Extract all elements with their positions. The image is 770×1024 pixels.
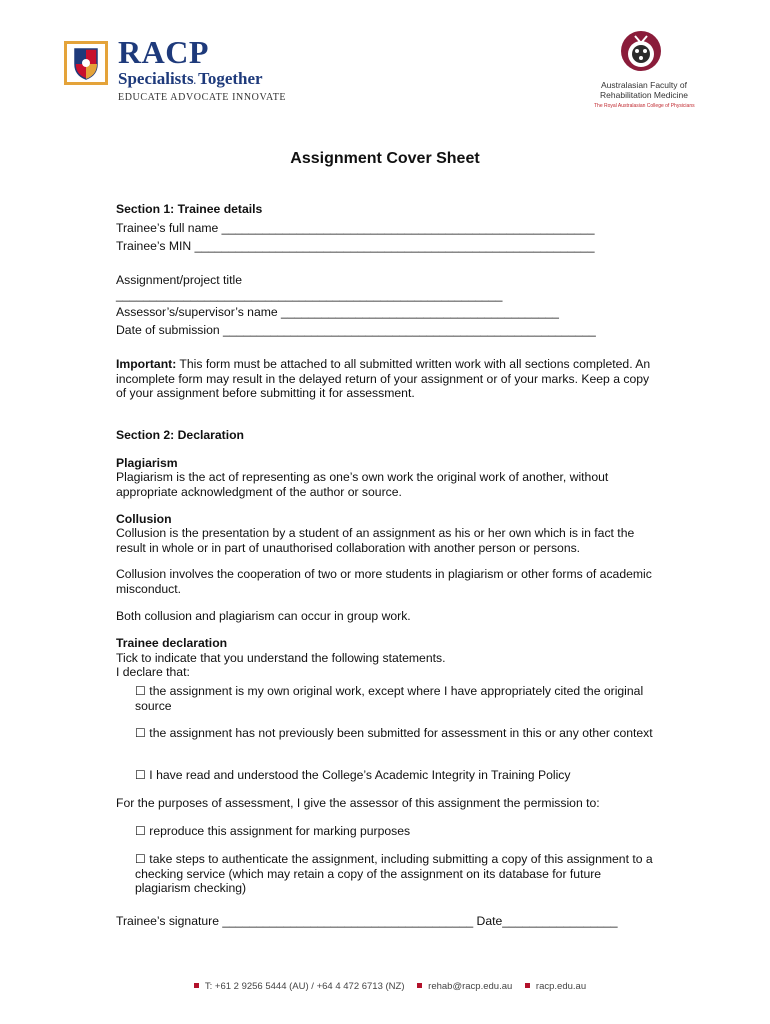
important-note: Important: This form must be attached to all submitted written work with all sections completed. An incomplete form may result in the delayed return of your assignment or of your marks. Keep a copy of your assignment before submitting it for assessment. [116,357,651,400]
trainee-min-field[interactable]: Trainee’s MIN ___________________________________________________________ [116,239,595,253]
signature-date-field[interactable]: Trainee’s signature _____________________________________ Date_________________ [116,914,618,928]
section2-heading: Section 2: Declaration [116,428,245,442]
statement-checkbox-3[interactable]: ☐ I have read and understood the College’s Academic Integrity in Training Policy [135,768,571,782]
racp-tagline: Specialists. Together [118,69,263,88]
footer-web[interactable]: racp.edu.au [535,981,587,992]
tick-instruction: Tick to indicate that you understand the following statements. [116,651,446,665]
trainee-full-name-field[interactable]: Trainee’s full name _______________________________________________________ [116,221,595,235]
section1-heading: Section 1: Trainee details [116,202,263,216]
plagiarism-text: Plagiarism is the act of representing as one’s own work the original work of another, without appropriate acknowledgment of the author or source. [116,470,609,499]
bullet-square-icon [525,983,530,988]
collusion-text-2: Collusion involves the cooperation of two or more students in plagiarism or other forms of academic misconduct. [116,567,652,596]
afrm-emblem-logo [620,30,662,72]
bullet-square-icon [417,983,422,988]
collusion-heading: Collusion [116,512,172,526]
statement-checkbox-2[interactable]: ☐ the assignment has not previously been submitted for assessment in this or any other context [135,726,653,740]
submission-date-field[interactable]: Date of submission _______________________________________________________ [116,323,596,337]
racp-logo-word: RACP [118,34,209,70]
footer-phone: T: +61 2 9256 5444 (AU) / +64 4 472 6713 (NZ) [204,981,405,992]
plagiarism-heading: Plagiarism [116,456,178,470]
page-title: Assignment Cover Sheet [290,150,480,167]
afrm-name: Australasian Faculty of Rehabilitation Medicine [600,80,688,100]
collusion-text: Collusion is the presentation by a student of an assignment as his or her own which is in fact the result in whole or in part of unauthorised collaboration with another person or persons. [116,526,635,555]
bullet-square-icon [194,983,199,988]
assessor-name-field[interactable]: Assessor’s/supervisor’s name _________________________________________ [116,305,559,319]
permission-checkbox-2[interactable]: ☐ take steps to authenticate the assignment, including submitting a copy of this assignment to a checking service (which may retain a copy of the assignment on its database for future plagiarism checking) [135,852,653,895]
trainee-declaration-heading: Trainee declaration [116,636,228,650]
afrm-subtitle: The Royal Australasian College of Physicians [594,103,695,109]
footer-contact [0,981,770,992]
footer-email[interactable]: rehab@racp.edu.au [428,981,513,992]
permission-checkbox-1[interactable]: ☐ reproduce this assignment for marking purposes [135,824,411,838]
both-text: Both collusion and plagiarism can occur in group work. [116,609,411,623]
statement-checkbox-1[interactable]: ☐ the assignment is my own original work, except where I have appropriately cited the original source [135,684,644,713]
i-declare-text: I declare that: [116,665,190,679]
permission-intro: For the purposes of assessment, I give the assessor of this assignment the permission to: [116,796,600,810]
racp-crest-logo [64,41,108,85]
assignment-title-label: Assignment/project title [116,273,242,287]
assignment-title-field[interactable]: _________________________________________________________ [116,288,503,302]
racp-motto: EDUCATE ADVOCATE INNOVATE [118,92,287,103]
